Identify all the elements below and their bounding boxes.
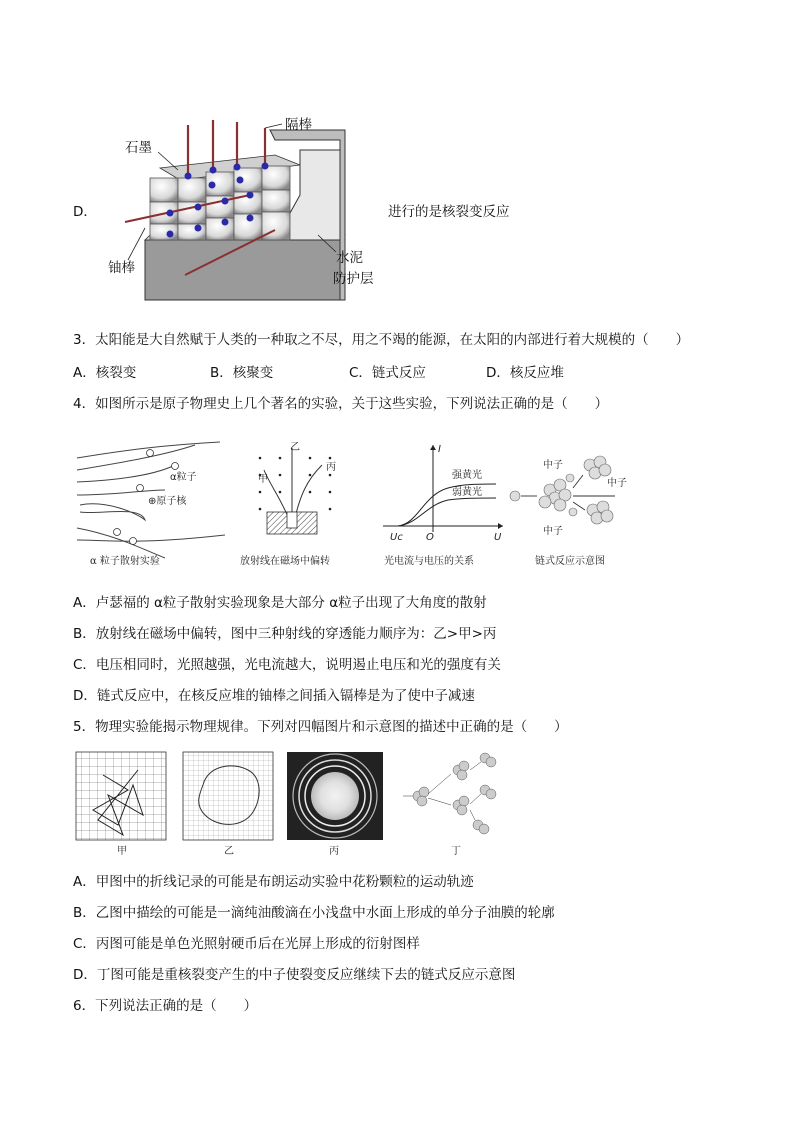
axis-u: U (494, 532, 502, 543)
q3-stem: 3．太阳能是大自然赋于人类的一种取之不尽，用之不竭的能源，在太阳的内部进行着大规模的（ ） (73, 332, 690, 348)
neutron-label-3: 中子 (543, 526, 563, 537)
label-cement: 水泥 (336, 250, 363, 266)
reactor-figure (100, 110, 390, 310)
figure-jia (76, 752, 166, 840)
caption-ding: 丁 (451, 846, 461, 857)
caption-yi: 乙 (224, 846, 234, 857)
q3-option-d[interactable]: D．核反应堆 (486, 365, 564, 381)
strong-light-label: 强黄光 (452, 470, 482, 481)
alpha-scattering-figure (75, 440, 225, 575)
reactor-option-letter: D． (73, 204, 97, 220)
label-jia: 甲 (258, 474, 268, 485)
label-protective-layer: 防护层 (333, 271, 374, 287)
figure-yi (183, 752, 273, 840)
reactor-option-text: 进行的是核裂变反应 (388, 204, 510, 220)
photo-caption: 光电流与电压的关系 (384, 556, 474, 567)
label-uranium-rod: 铀棒 (108, 260, 135, 276)
q5-option-c[interactable]: C．丙图可能是单色光照射硬币后在光屏上形成的衍射图样 (73, 936, 420, 952)
q4-option-d[interactable]: D．链式反应中，在核反应堆的铀棒之间插入镉棒是为了使中子减速 (73, 688, 475, 704)
q5-option-a[interactable]: A．甲图中的折线记录的可能是布朗运动实验中花粉颗粒的运动轨迹 (73, 874, 474, 890)
graphite-blocks (150, 166, 290, 240)
weak-light-label: 弱黄光 (452, 487, 482, 498)
caption-jia: 甲 (117, 846, 127, 857)
figure-bing (287, 752, 383, 840)
q4-stem: 4．如图所示是原子物理史上几个著名的实验，关于这些实验，下列说法正确的是（ ） (73, 396, 609, 412)
alpha-caption: α 粒子散射实验 (90, 556, 160, 567)
nucleus-label: ⊕原子核 (148, 496, 187, 507)
axis-i: I (438, 444, 441, 455)
chain-caption: 链式反应示意图 (535, 556, 605, 567)
q4-option-b[interactable]: B．放射线在磁场中偏转，图中三种射线的穿透能力顺序为：乙>甲>丙 (73, 626, 497, 642)
figure-ding (403, 753, 496, 834)
radiation-caption: 放射线在磁场中偏转 (240, 556, 330, 567)
q3-option-a[interactable]: A．核裂变 (73, 365, 137, 381)
neutron-label-1: 中子 (543, 460, 563, 471)
label-graphite: 石墨 (125, 140, 152, 156)
alpha-particle-label: α粒子 (170, 472, 197, 483)
origin-label: O (426, 532, 434, 543)
caption-bing: 丙 (329, 846, 339, 857)
q5-option-d[interactable]: D．丁图可能是重核裂变产生的中子使裂变反应继续下去的链式反应示意图 (73, 967, 516, 983)
q5-option-b[interactable]: B．乙图中描绘的可能是一滴纯油酸滴在小浅盘中水面上形成的单分子油膜的轮廓 (73, 905, 555, 921)
q5-figures (73, 750, 513, 860)
q3-option-b[interactable]: B．核聚变 (210, 365, 274, 381)
label-yi: 乙 (290, 442, 300, 453)
q5-stem: 5．物理实验能揭示物理规律。下列对四幅图片和示意图的描述中正确的是（ ） (73, 719, 568, 735)
label-bing: 丙 (326, 462, 336, 473)
q3-option-c[interactable]: C．链式反应 (349, 365, 426, 381)
chain-reaction-figure (505, 440, 640, 575)
photocurrent-figure (378, 440, 508, 575)
neutron-label-2: 中子 (607, 478, 627, 489)
label-control-rod: 隔棒 (285, 117, 312, 133)
q4-option-a[interactable]: A．卢瑟福的 α粒子散射实验现象是大部分 α粒子出现了大角度的散射 (73, 595, 487, 611)
uc-label: Uc (390, 532, 403, 543)
q6-stem: 6．下列说法正确的是（ ） (73, 998, 258, 1014)
q4-option-c[interactable]: C．电压相同时，光照越强，光电流越大，说明遏止电压和光的强度有关 (73, 657, 501, 673)
radiation-figure (232, 440, 362, 575)
